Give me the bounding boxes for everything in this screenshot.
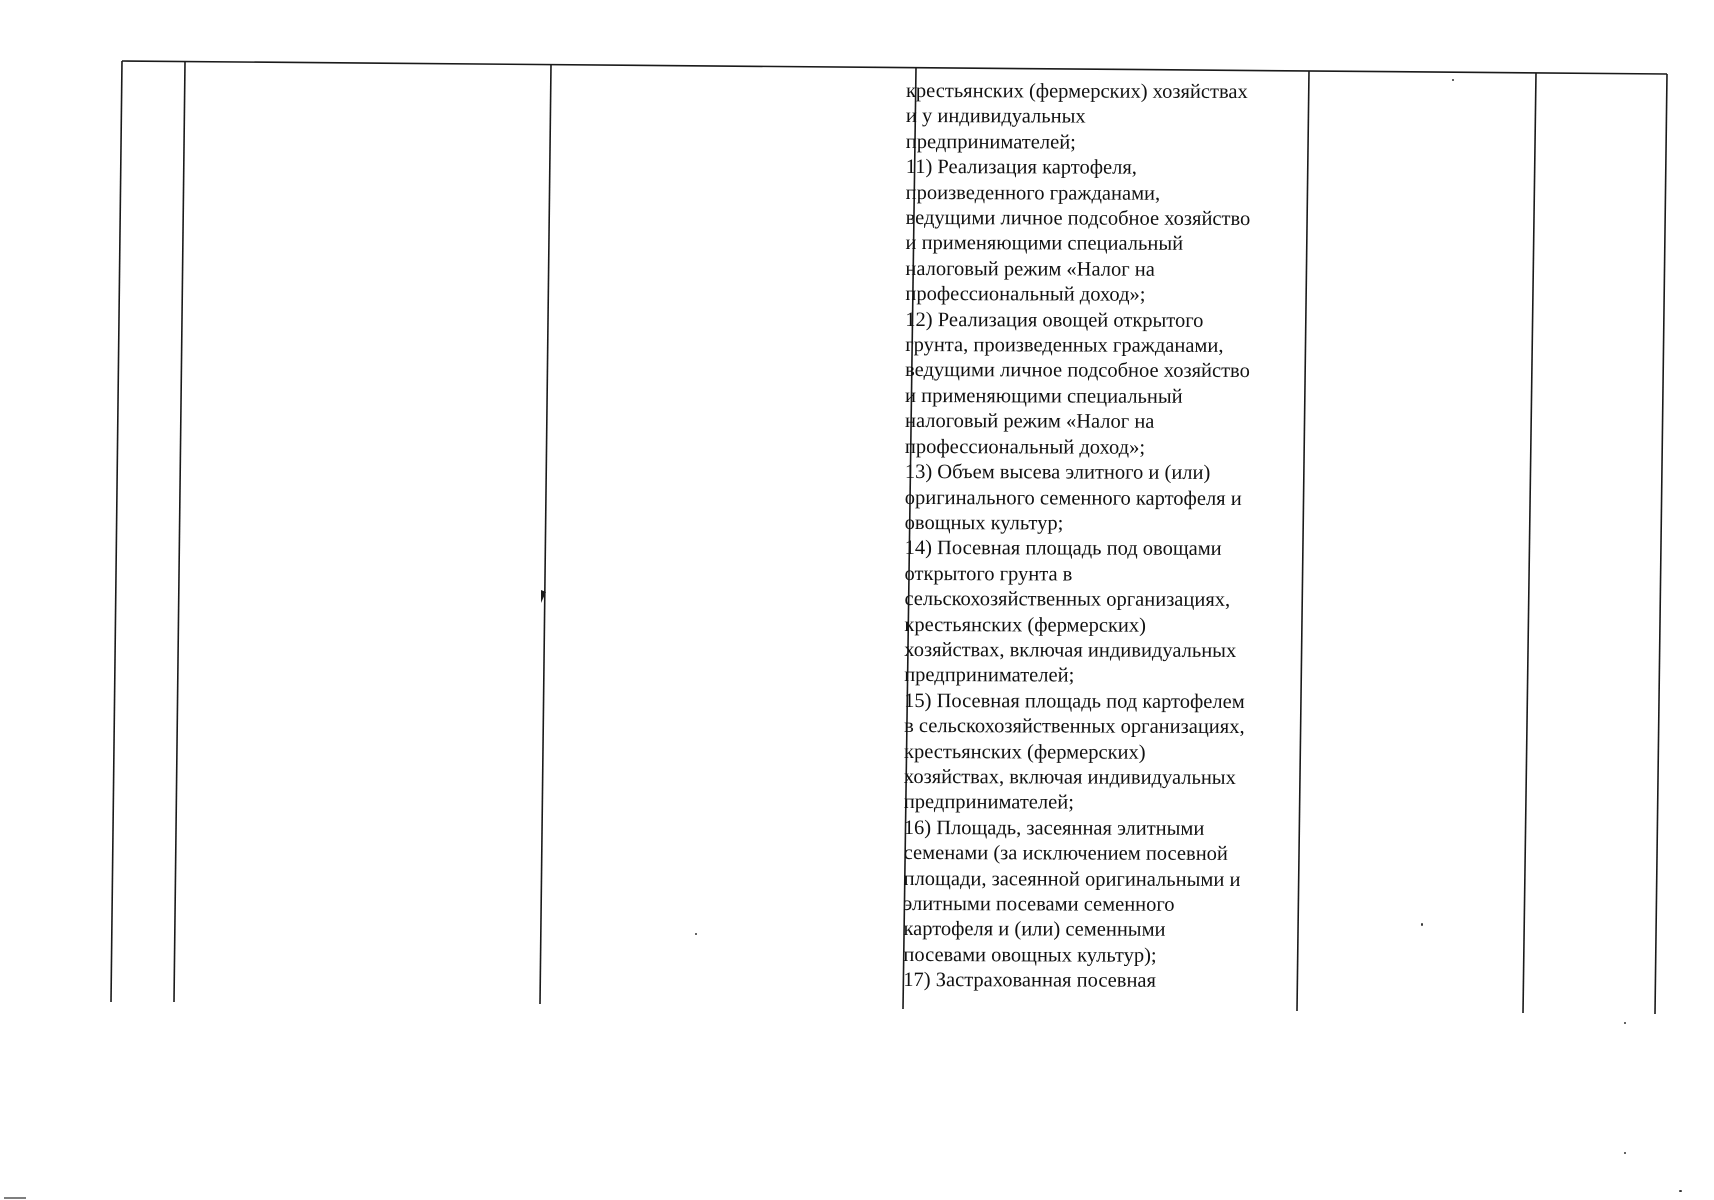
cell-text-line: налоговый режим «Налог на [905,257,1155,281]
cell-text-line: площади, засеянной оригинальными и [903,867,1241,891]
cell-text-line: семенами (за исключением посевной [903,842,1228,866]
cell-text-line: крестьянских (фермерских) [903,740,1146,764]
column-rule-7 [1655,74,1667,1014]
cell-text-line: элитными посевами семенного [903,892,1175,916]
cell-text-line: грунта, произведенных гражданами, [905,334,1224,358]
cell-text-line: 14) Посевная площадь под овощами [904,537,1222,561]
cell-text-line: крестьянских (фермерских) [904,613,1147,637]
cell-text-line: 11) Реализация картофеля, [905,156,1137,179]
cell-text-line: 15) Посевная площадь под картофелем [904,689,1245,713]
table-cell-col3 [556,80,896,100]
cell-text-line: и у индивидуальных [905,105,1086,128]
cell-text-line: предпринимателей; [904,664,1075,687]
cell-text-line: налоговый режим «Налог на [904,410,1155,434]
scan-speck [1624,1022,1626,1024]
cell-text-line: оригинального семенного картофеля и [904,486,1242,510]
table-cell-col6 [1541,80,1651,100]
cell-text-line: посевами овощных культур); [903,943,1157,967]
column-rule-3 [540,65,551,1004]
cell-text-line: произведенного гражданами, [905,181,1161,205]
table-cell-col4 [903,79,1306,995]
cell-text-line: сельскохозяйственных организациях, [904,588,1231,612]
cell-text-line: открытого грунта в [904,562,1073,586]
cell-text-line: ведущими личное подсобное хозяйство [905,359,1250,383]
cell-text-line: хозяйствах, включая индивидуальных [904,638,1237,662]
cell-text-line: и применяющими специальный [905,384,1183,408]
scan-speck [1421,923,1423,926]
table-cell-col5 [1314,80,1514,100]
cell-text-line: предпринимателей; [905,130,1076,154]
column-rule-2 [174,62,185,1002]
table-top-border [122,61,1667,74]
column-rule-6 [1523,73,1536,1013]
cell-text-line: 17) Застрахованная посевная [903,969,1157,992]
table-cell-col2 [190,80,530,100]
cell-text-line: в сельскохозяйственных организациях, [904,715,1245,739]
cell-text-line: 12) Реализация овощей открытого [905,308,1204,332]
cell-text-line: предпринимателей; [903,791,1074,814]
scan-speck [1679,1190,1682,1192]
cell-text-line: 13) Объем высева элитного и (или) [904,461,1211,484]
cell-text-line: профессиональный доход»; [905,283,1146,306]
column-rule-1 [111,61,122,1002]
cell-text-line: картофеля и (или) семенными [903,918,1166,942]
scan-speck [695,933,697,935]
cell-text-line: профессиональный доход»; [904,435,1146,459]
cell-text-line: 16) Площадь, засеянная элитными [903,816,1205,840]
cell-text-line: хозяйствах, включая индивидуальных [903,765,1236,789]
cell-text-line: ведущими личное подсобное хозяйство [905,207,1251,231]
cell-text-line: и применяющими специальный [905,232,1184,256]
table-cell-col1 [125,80,175,100]
scan-speck [1624,1152,1626,1154]
cell-text-line: овощных культур; [904,511,1064,535]
cell-text-line: крестьянских (фермерских) хозяйствах [905,79,1248,104]
